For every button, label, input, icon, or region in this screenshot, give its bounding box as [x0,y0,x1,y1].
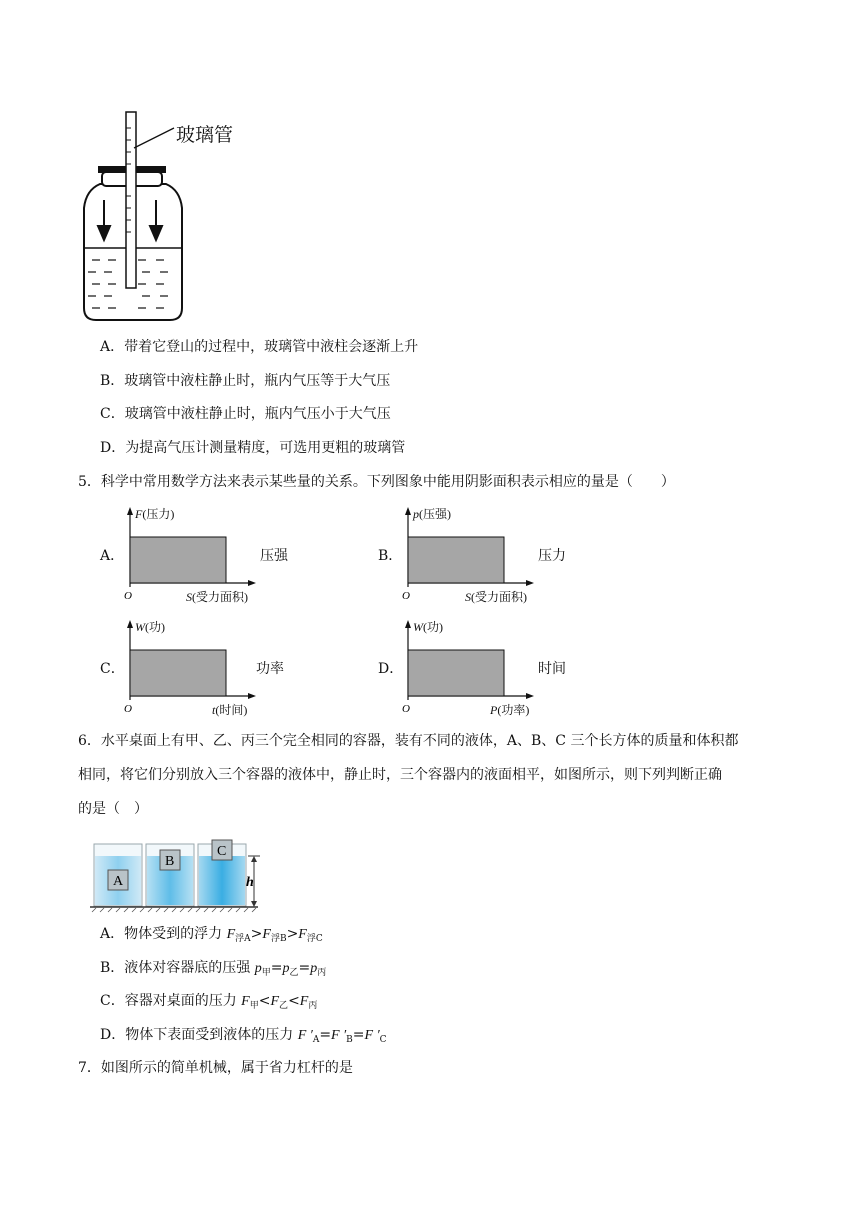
q5-graph-b-answer: 压力 [538,548,566,564]
q6-stem-line3: 的是（ ） [78,801,148,817]
q5-graph-a-origin: O [124,590,132,602]
q5-graph-d-ylabel: W(功) [413,620,443,634]
q5-graph-c-origin: O [124,703,132,715]
q5-option-c-letter[interactable]: C． [100,661,125,677]
q5-graph-a-ylabel: F(压力) [135,507,175,521]
q5-graph-d-answer: 时间 [538,661,566,677]
tube-label: 玻璃管 [176,124,234,146]
q5-graph-b-ylabel: p(压强) [413,507,451,521]
q7-stem: 7．如图所示的简单机械，属于省力杠杆的是 [78,1060,353,1076]
q5-graph-c-ylabel: W(功) [135,620,165,634]
height-label: h [246,875,254,890]
q5-option-a-letter[interactable]: A． [100,548,125,564]
q4-option-c[interactable]: C．玻璃管中液柱静止时，瓶内气压小于大气压 [100,406,391,422]
q5-graph-d-xlabel: P(功率) [490,703,530,717]
q6-option-a[interactable]: A．物体受到的浮力 $F_{浮A}>F_{浮B}>F_{浮C}$ [100,926,323,944]
q5-stem: 5．科学中常用数学方法来表示某些量的关系。下列图象中能用阴影面积表示相应的量是（ ） [78,474,675,490]
block-b: B [165,854,175,869]
q6-option-b[interactable]: B．液体对容器底的压强 $p_甲=p_乙=p_丙$ [100,960,327,978]
q5-graph-a-xlabel: S(受力面积) [186,590,248,604]
q4-option-b[interactable]: B．玻璃管中液柱静止时，瓶内气压等于大气压 [100,373,391,389]
block-c: C [217,844,227,859]
q5-graph-c-xlabel: t(时间) [212,703,248,717]
q5-graph-a-answer: 压强 [260,548,288,564]
q6-stem-line2: 相同，将它们分别放入三个容器的液体中，静止时，三个容器内的液面相平，如图所示，则下列判断正确 [78,767,722,783]
containers-figure [88,836,268,914]
q5-graph-b-origin: O [402,590,410,602]
q5-graph-b-xlabel: S(受力面积) [465,590,527,604]
block-a: A [113,874,124,889]
q6-stem-line1: 6．水平桌面上有甲、乙、丙三个完全相同的容器，装有不同的液体，A、B、C 三个长方体的质量和体积都 [78,733,739,749]
q4-option-d[interactable]: D．为提高气压计测量精度，可选用更粗的玻璃管 [100,440,406,456]
q5-graph-d-origin: O [402,703,410,715]
q6-option-d[interactable]: D．物体下表面受到液体的压力 F $'_A=F$ $'_B=F$ $'_C$ [100,1027,387,1045]
q5-graph-c-answer: 功率 [256,661,284,677]
q5-option-b-letter[interactable]: B． [378,548,403,564]
q6-option-c[interactable]: C．容器对桌面的压力 $F_甲<F_乙<F_丙$ [100,993,318,1011]
q4-option-a[interactable]: A．带着它登山的过程中，玻璃管中液柱会逐渐上升 [100,339,419,355]
q5-option-d-letter[interactable]: D． [378,661,404,677]
